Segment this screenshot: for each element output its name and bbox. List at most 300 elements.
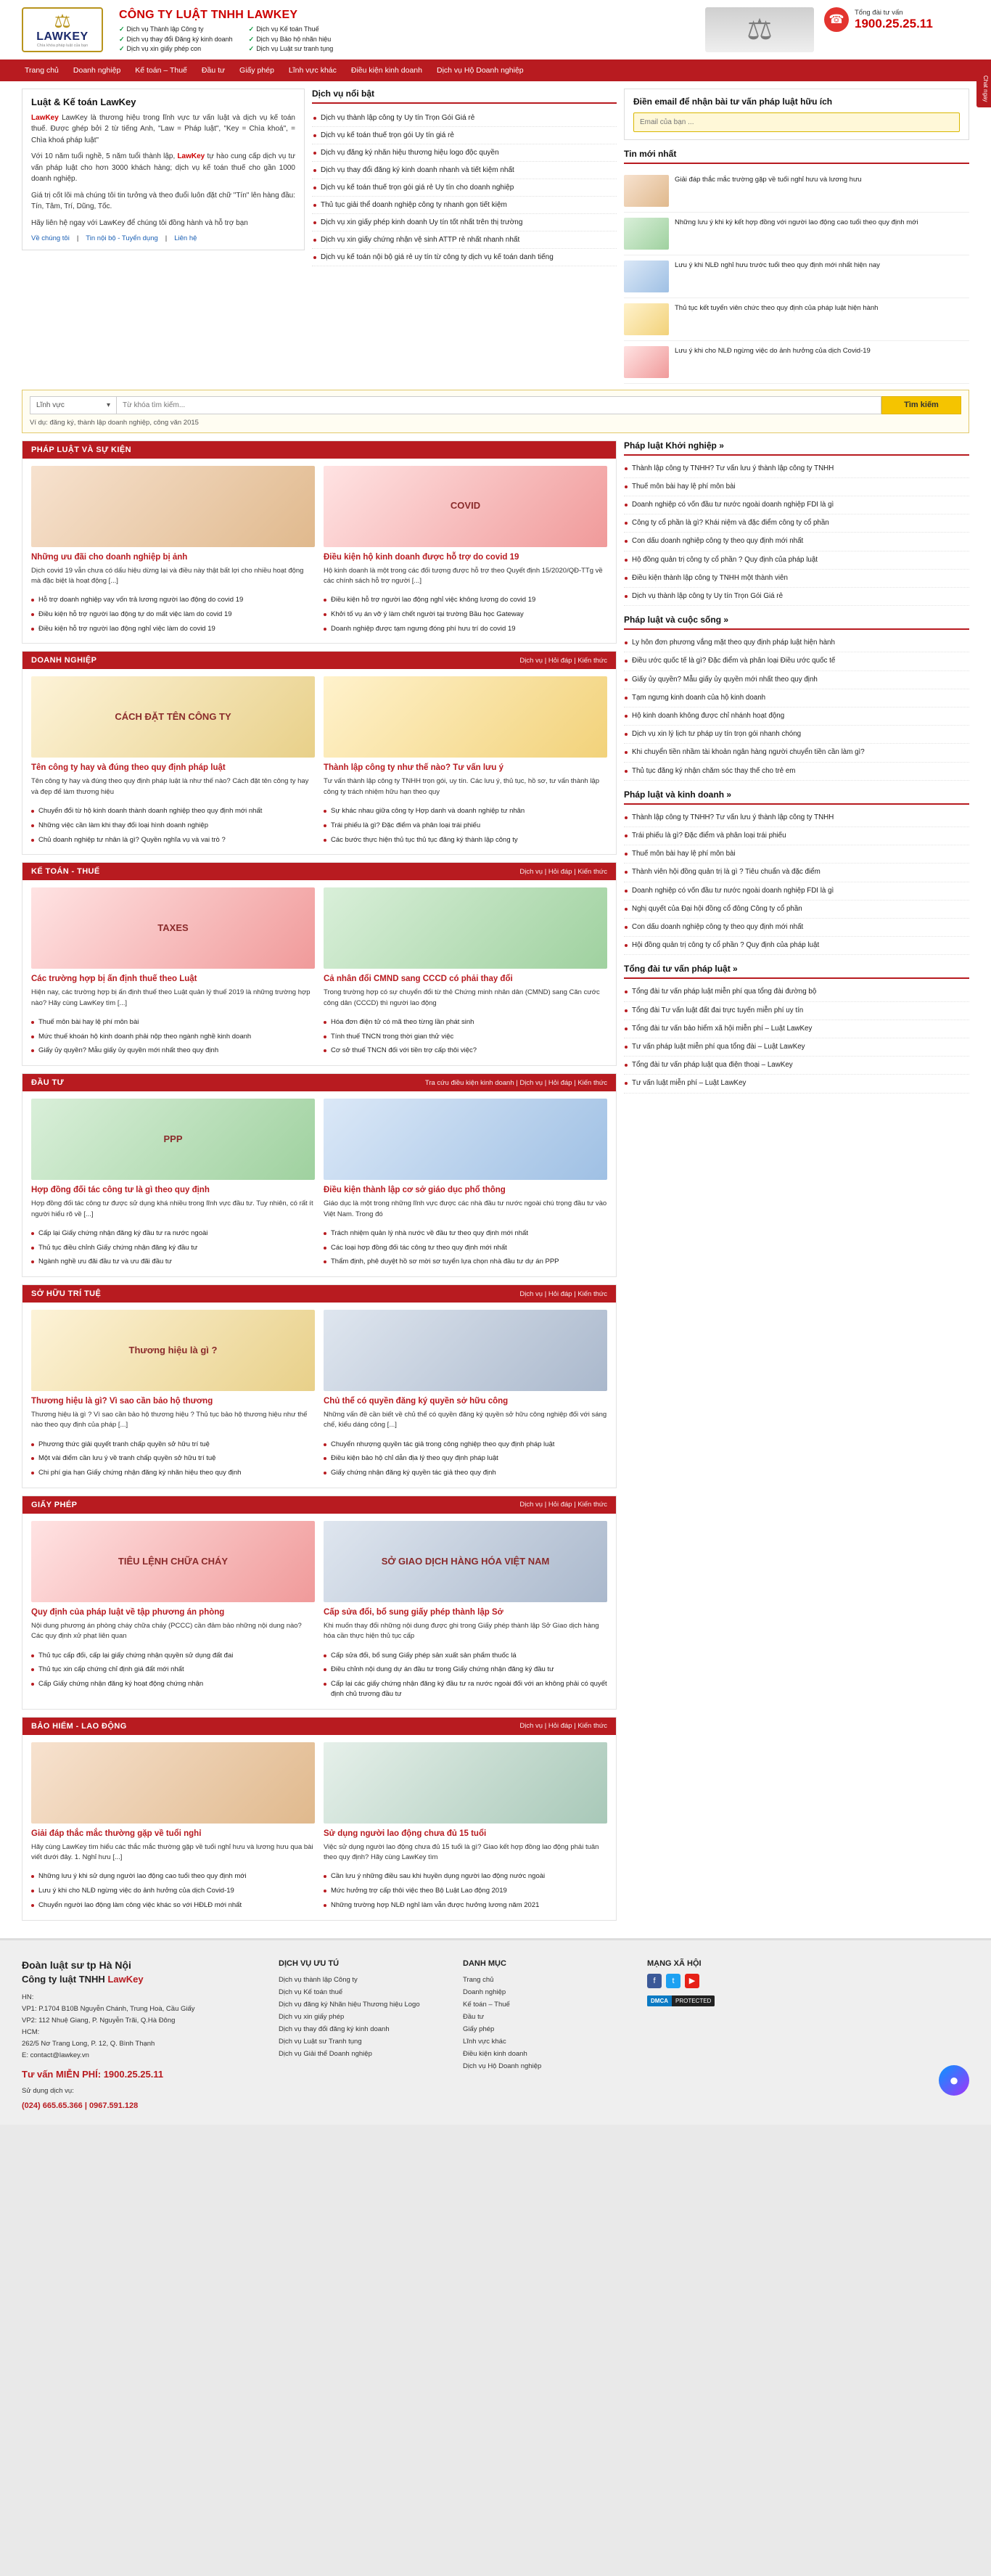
sidebar-section-tong-dai bbox=[624, 964, 969, 1093]
nav-item-ke-toan-thue[interactable]: Kế toán – Thuế bbox=[135, 65, 187, 75]
right-sidebar bbox=[624, 440, 969, 1102]
news-thumbnail bbox=[624, 218, 669, 250]
list-item[interactable]: Dịch vụ đăng ký Nhãn hiệu Thương hiệu Logo bbox=[279, 2000, 420, 2009]
list-item[interactable]: Điều kiện bảo hộ chỉ dẫn địa lý theo quy định pháp luật bbox=[324, 1451, 607, 1466]
article-title[interactable]: Thương hiệu là gì? Vì sao cần bảo hộ thương bbox=[31, 1397, 213, 1406]
category-list-right bbox=[324, 1437, 607, 1480]
article-card[interactable] bbox=[31, 466, 315, 587]
news-thumbnail bbox=[624, 303, 669, 335]
article-excerpt: Hộ kinh doanh là một trong các đối tượng được hỗ trợ theo Quyết định 15/2020/QĐ-TTg về các chính sách hỗ trợ người [...] bbox=[324, 566, 603, 585]
category-link-hoi-dap[interactable]: Hỏi đáp bbox=[548, 1078, 572, 1087]
category-header bbox=[22, 1074, 616, 1091]
header-service: Dịch vụ Luật sư tranh tụng bbox=[256, 45, 334, 52]
footer-email[interactable]: E: contact@lawkey.vn bbox=[22, 2051, 89, 2060]
article-image bbox=[31, 887, 315, 969]
search-input[interactable] bbox=[117, 396, 881, 414]
footer-org-title: Đoàn luật sư tp Hà Nội bbox=[22, 1958, 131, 1971]
intro-text: tự hào cung cấp dịch vụ tư vấn pháp luật cho hơn 3000 khách hàng; dịch vụ kế toán thuế cho gần 1000 doanh nghiệp. bbox=[31, 152, 295, 183]
content-area bbox=[0, 433, 991, 1928]
category-link-dich-vu[interactable]: Dịch vụ bbox=[519, 656, 543, 665]
search-category-select[interactable] bbox=[30, 396, 117, 414]
category-link-dich-vu[interactable]: Dịch vụ bbox=[519, 867, 543, 876]
list-item[interactable]: Dịch vụ Giải thể Doanh nghiệp bbox=[279, 2050, 372, 2059]
article-title[interactable]: Cấp sửa đổi, bổ sung giấy phép thành lập Sở bbox=[324, 1607, 503, 1617]
news-thumbnail bbox=[624, 261, 669, 292]
list-item[interactable]: Dịch vụ xin giấy phép kinh doanh Uy tín tốt nhất trên thị trường bbox=[312, 214, 617, 231]
nav-item-giay-phep[interactable]: Giấy phép bbox=[239, 65, 274, 75]
hotline-label: Tổng đài tư vấn bbox=[855, 8, 903, 17]
category-header bbox=[22, 1718, 616, 1735]
category-link-kien-thuc[interactable]: Kiến thức bbox=[577, 867, 607, 876]
list-item[interactable]: Điều chỉnh nội dung dự án đầu tư trong Giấy chứng nhận đăng ký đầu tư bbox=[324, 1662, 607, 1677]
list-item[interactable]: Một vài điểm cần lưu ý về tranh chấp quyền sở hữu trí tuệ bbox=[31, 1451, 315, 1466]
list-item[interactable]: Doanh nghiệp được tạm ngưng đóng phí hưu trí do covid 19 bbox=[324, 622, 607, 636]
category-title: BẢO HIỂM - LAO ĐỘNG bbox=[31, 1721, 127, 1731]
article-image bbox=[324, 1521, 607, 1602]
list-item[interactable]: Lưu ý khi cho NLĐ ngừng việc do ảnh hưởng của dịch Covid-19 bbox=[31, 1884, 315, 1898]
category-list-left bbox=[31, 1869, 315, 1912]
category-block-giay-phep bbox=[22, 1496, 617, 1710]
article-image bbox=[324, 676, 607, 758]
list-item[interactable]: Thành viên hội đồng quản trị là gì ? Tiêu chuẩn và đặc điểm bbox=[624, 864, 969, 882]
list-item[interactable]: Dịch vụ Hộ Doanh nghiệp bbox=[463, 2062, 542, 2071]
list-item[interactable]: Dịch vụ Kế toán thuế bbox=[279, 1988, 343, 1996]
category-title: DOANH NGHIỆP bbox=[31, 656, 97, 665]
chat-side-tab[interactable]: Chat ngay bbox=[976, 70, 991, 107]
footer-address: 262/5 Nơ Trang Long, P. 12, Q. Bình Thạnh bbox=[22, 2040, 155, 2048]
list-item[interactable]: Dịch vụ thay đổi đăng ký kinh doanh nhanh và tiết kiệm nhất bbox=[312, 162, 617, 179]
list-item[interactable]: Chi phí gia hạn Giấy chứng nhận đăng ký nhãn hiệu theo quy định bbox=[31, 1466, 315, 1480]
list-item[interactable]: Dịch vụ thành lập công ty Uy tín Trọn Gói Giá rẻ bbox=[624, 588, 969, 606]
article-image bbox=[324, 1742, 607, 1824]
list-item[interactable]: Giấy ủy quyền? Mẫu giấy ủy quyền mới nhất theo quy định bbox=[624, 671, 969, 689]
list-item[interactable]: Cấp Giấy chứng nhận đăng ký hoạt động chứng nhận bbox=[31, 1677, 315, 1691]
article-title[interactable]: Thành lập công ty như thế nào? Tư vấn lưu ý bbox=[324, 763, 503, 773]
link-internal-news[interactable]: Tin nội bộ - Tuyển dụng bbox=[86, 234, 158, 242]
nav-item-home[interactable]: Trang chủ bbox=[25, 65, 59, 75]
twitter-icon[interactable]: t bbox=[666, 1974, 680, 1988]
logo-mark bbox=[22, 7, 103, 52]
list-item[interactable]: Dịch vụ đăng ký nhãn hiệu thương hiệu logo độc quyền bbox=[312, 144, 617, 162]
list-item[interactable]: Dịch vụ kế toán thuế trọn gói Uy tín giá rẻ bbox=[312, 127, 617, 144]
category-title: SỞ HỮU TRÍ TUỆ bbox=[31, 1289, 102, 1299]
article-title[interactable]: Chủ thể có quyền đăng ký quyền sở hữu công bbox=[324, 1397, 509, 1406]
list-item[interactable]: Thủ tục cấp đổi, cấp lại giấy chứng nhận quyền sử dụng đất đai bbox=[31, 1649, 315, 1663]
check-icon: ✓ bbox=[119, 25, 125, 33]
header-services-col-1 bbox=[119, 25, 233, 55]
article-image bbox=[324, 1310, 607, 1391]
list-item[interactable]: Thuế môn bài hay lệ phí môn bài bbox=[624, 845, 969, 864]
list-item[interactable]: Ly hôn đơn phương vắng mặt theo quy định pháp luật hiện hành bbox=[624, 634, 969, 652]
list-item[interactable]: Thành lập công ty TNHH? Tư vấn lưu ý thành lập công ty TNHH bbox=[624, 460, 969, 478]
article-image bbox=[324, 466, 607, 547]
dmca-status: PROTECTED bbox=[672, 1995, 715, 2006]
news-thumbnail bbox=[624, 175, 669, 207]
divider: | bbox=[165, 234, 168, 242]
article-title[interactable]: Những ưu đãi cho doanh nghiệp bị ảnh bbox=[31, 552, 188, 562]
article-card[interactable] bbox=[324, 1521, 607, 1642]
list-item[interactable]: Công ty cổ phần là gì? Khái niệm và đặc điểm công ty cổ phần bbox=[624, 514, 969, 533]
list-item[interactable]: Điều ước quốc tế là gì? Đặc điểm và phân loại Điều ước quốc tế bbox=[624, 652, 969, 670]
list-item[interactable]: Hộ kinh doanh không được chỉ nhánh hoạt động bbox=[624, 707, 969, 726]
category-block-ke-toan-thue bbox=[22, 862, 617, 1066]
list-item[interactable] bbox=[624, 170, 969, 213]
list-item[interactable]: Con dấu doanh nghiệp công ty theo quy định mới nhất bbox=[624, 533, 969, 551]
article-image-caption: PPP bbox=[163, 1133, 183, 1145]
list-item[interactable]: Ngành nghề ưu đãi đầu tư và ưu đãi đầu tư bbox=[31, 1255, 315, 1269]
list-item[interactable]: Điều kiện hỗ trợ người lao động nghỉ việc làm do covid 19 bbox=[31, 622, 315, 636]
search-bar bbox=[22, 390, 969, 433]
check-icon: ✓ bbox=[248, 35, 255, 43]
list-item[interactable]: Tư vấn pháp luật miễn phí qua tổng đài – Luật LawKey bbox=[624, 1038, 969, 1057]
category-link-kien-thuc[interactable]: Kiến thức bbox=[577, 1289, 607, 1298]
intro-paragraph-1 bbox=[31, 112, 295, 147]
link-contact[interactable]: Liên hệ bbox=[174, 234, 197, 242]
category-header bbox=[22, 441, 616, 459]
list-item[interactable]: Khi chuyển tiền nhầm tài khoản ngân hàng người chuyển tiền cần làm gì? bbox=[624, 744, 969, 762]
sidebar-section-cuoc-song bbox=[624, 615, 969, 781]
list-item[interactable] bbox=[624, 298, 969, 341]
news-thumbnail bbox=[624, 346, 669, 378]
list-item[interactable] bbox=[624, 341, 969, 384]
category-list-left bbox=[31, 804, 315, 847]
brand-mention: LawKey bbox=[177, 152, 205, 160]
category-link-kien-thuc[interactable]: Kiến thức bbox=[577, 1722, 607, 1731]
site-footer bbox=[0, 1938, 991, 2125]
article-image bbox=[31, 1099, 315, 1180]
link-about-us[interactable]: Về chúng tôi bbox=[31, 234, 70, 242]
list-item[interactable]: Tổng đài tư vấn pháp luật qua điện thoại – LawKey bbox=[624, 1057, 969, 1075]
category-links[interactable]: Tra cứu điều kiện kinh doanh | Dịch vụ | Hỏi đáp | Kiến thức bbox=[424, 1078, 607, 1087]
category-list-right bbox=[324, 1226, 607, 1269]
category-links[interactable]: Dịch vụ | Hỏi đáp | Kiến thức bbox=[519, 1501, 607, 1509]
article-card[interactable] bbox=[31, 1310, 315, 1431]
footer-address: VP2: 112 Nhuệ Giang, P. Nguyễn Trãi, Q.Hà Đông bbox=[22, 2016, 176, 2025]
list-item[interactable]: Lĩnh vực khác bbox=[463, 2037, 506, 2046]
article-title[interactable]: Cả nhân đổi CMND sang CCCD có phải thay đổi bbox=[324, 975, 513, 984]
newsletter-title: Điền email để nhận bài tư vấn pháp luật hữu ích bbox=[633, 96, 833, 107]
category-links[interactable]: Dịch vụ | Hỏi đáp | Kiến thức bbox=[519, 867, 607, 876]
dmca-badge[interactable] bbox=[647, 1995, 715, 2006]
article-card[interactable] bbox=[324, 676, 607, 797]
list-item[interactable]: Chuyển nhượng quyền tác giả trong công nghiệp theo quy định pháp luật bbox=[324, 1437, 607, 1452]
category-links[interactable]: Dịch vụ | Hỏi đáp | Kiến thức bbox=[519, 1289, 607, 1298]
category-list-right bbox=[324, 804, 607, 847]
newsletter-box bbox=[624, 89, 969, 140]
category-link-dich-vu[interactable]: Dịch vụ bbox=[519, 1722, 543, 1731]
list-item[interactable]: Chủ doanh nghiệp tư nhân là gì? Quyền nghĩa vụ và vai trò ? bbox=[31, 833, 315, 848]
list-item[interactable]: Thuế môn bài hay lệ phí môn bài bbox=[624, 478, 969, 496]
list-item[interactable]: Phương thức giải quyết tranh chấp quyền sở hữu trí tuệ bbox=[31, 1437, 315, 1452]
brand-mention: LawKey bbox=[31, 113, 59, 122]
search-hint: Ví dụ: đăng ký, thành lập doanh nghiệp, công văn 2015 bbox=[30, 418, 199, 427]
nav-item-dieu-kien-kinh-doanh[interactable]: Điều kiện kinh doanh bbox=[350, 65, 422, 75]
sidebar-section-title: Pháp luật và cuộc sống » bbox=[624, 615, 969, 630]
article-card[interactable] bbox=[324, 466, 607, 587]
article-title[interactable]: Điều kiện thành lập cơ sở giáo dục phổ thông bbox=[324, 1186, 506, 1195]
list-item[interactable]: Cần lưu ý những điều sau khi huyền dụng người lao động nước ngoài bbox=[324, 1869, 607, 1884]
list-item[interactable]: Doanh nghiệp bbox=[463, 1988, 506, 1996]
list-item[interactable]: Điều kiện hỗ trợ người lao động nghỉ việc không lương do covid 19 bbox=[324, 593, 607, 607]
list-item[interactable]: Con dấu doanh nghiệp công ty theo quy định mới nhất bbox=[624, 919, 969, 937]
footer-column-title: MẠNG XÃ HỘI bbox=[647, 1958, 702, 1968]
category-list-right bbox=[324, 593, 607, 636]
list-item[interactable]: Chuyển đổi từ hộ kinh doanh thành doanh nghiệp theo quy định mới nhất bbox=[31, 804, 315, 819]
list-item[interactable]: Tư vấn luật miễn phí – Luật LawKey bbox=[624, 1075, 969, 1093]
list-item[interactable]: Sự khác nhau giữa công ty Hợp danh và doanh nghiệp tư nhân bbox=[324, 804, 607, 819]
hotline-block[interactable] bbox=[824, 7, 969, 32]
brand-block bbox=[119, 7, 333, 55]
hotline-number[interactable]: 1900.25.25.11 bbox=[855, 16, 933, 30]
article-excerpt: Tên công ty hay và đúng theo quy định pháp luật là như thế nào? Cách đặt tên công ty hay và đẹp để làm thương hiệu bbox=[31, 777, 309, 796]
category-link-dich-vu[interactable]: Dịch vụ bbox=[519, 1078, 543, 1087]
intro-text: LawKey là thương hiệu trong lĩnh vực tư vấn luật và dịch vụ kế toán thuế. Được ghép bởi 2 từ tiếng Anh, "Law = Pháp luật", "Key = Chìa khoá", bbox=[31, 113, 295, 133]
logo-tagline: Chìa khóa pháp luật của bạn bbox=[36, 44, 89, 48]
list-item[interactable]: Dịch vụ xin giấy chứng nhận vệ sinh ATTP rẻ nhất nhanh nhất bbox=[312, 231, 617, 249]
category-list-left bbox=[31, 1015, 315, 1058]
list-item[interactable]: Dịch vụ Luật sư Tranh tụng bbox=[279, 2037, 362, 2046]
list-item[interactable]: Dịch vụ thành lập công ty Uy tín Trọn Gói Giá rẻ bbox=[312, 110, 617, 127]
featured-services-column bbox=[312, 89, 617, 384]
article-image-caption: TIÊU LỆNH CHỮA CHÁY bbox=[118, 1555, 229, 1567]
header-services-col-2 bbox=[249, 25, 334, 55]
list-item[interactable]: Dịch vụ thành lập Công ty bbox=[279, 1975, 358, 1984]
article-image bbox=[31, 676, 315, 758]
article-image-caption: CÁCH ĐẶT TÊN CÔNG TY bbox=[115, 711, 231, 723]
article-card[interactable] bbox=[324, 887, 607, 1009]
list-item[interactable]: Trang chủ bbox=[463, 1975, 494, 1984]
header-service: Dịch vụ Kế toán Thuế bbox=[256, 25, 319, 33]
article-image bbox=[324, 1099, 607, 1180]
footer-free-consult-phone[interactable]: Tư vấn MIỄN PHÍ: 1900.25.25.11 bbox=[22, 2069, 164, 2080]
list-item[interactable]: Hội đồng quản trị công ty cổ phần ? Quy định của pháp luật bbox=[624, 937, 969, 955]
news-title: Lưu ý khi cho NLĐ ngừng việc do ảnh hưởng của dịch Covid-19 bbox=[675, 346, 871, 355]
header-banner-image bbox=[705, 7, 814, 52]
list-item[interactable]: Tạm ngưng kinh doanh của hộ kinh doanh bbox=[624, 689, 969, 707]
check-icon: ✓ bbox=[119, 45, 125, 52]
footer-company-name: Công ty luật TNHH bbox=[22, 1973, 108, 1985]
article-title[interactable]: Hợp đồng đối tác công tư là gì theo quy định bbox=[31, 1186, 210, 1195]
article-card[interactable] bbox=[324, 1310, 607, 1431]
footer-categories-column bbox=[463, 1959, 630, 2111]
latest-news-block bbox=[624, 149, 969, 384]
category-link-kien-thuc[interactable]: Kiến thức bbox=[577, 656, 607, 665]
list-item[interactable]: Cấp lại Giấy chứng nhận đăng ký đầu tư ra nước ngoài bbox=[31, 1226, 315, 1241]
header-service: Dịch vụ Thành lập Công ty bbox=[126, 25, 204, 33]
list-item[interactable]: Khởi tố vụ án vỡ ý làm chết người tại trường Bầu học Gateway bbox=[324, 607, 607, 622]
top-columns bbox=[0, 81, 991, 384]
category-link-kien-thuc[interactable]: Kiến thức bbox=[577, 1078, 607, 1087]
article-excerpt: Dịch covid 19 vẫn chưa có dấu hiệu dừng lại và điều này thật bất lợi cho nhiều hoạt động mà đặc biệt là hoạt động [...] bbox=[31, 566, 304, 585]
list-item[interactable]: Hóa đơn điện tử có mã theo từng lần phát sinh bbox=[324, 1015, 607, 1030]
category-links[interactable]: Dịch vụ | Hỏi đáp | Kiến thức bbox=[519, 656, 607, 665]
footer-service-label: Sử dụng dịch vụ: bbox=[22, 2087, 74, 2096]
check-icon: ✓ bbox=[248, 25, 255, 33]
featured-title: Dịch vụ nổi bật bbox=[312, 89, 617, 104]
article-card[interactable] bbox=[31, 887, 315, 1009]
list-item[interactable]: Doanh nghiệp có vốn đầu tư nước ngoài doanh nghiệp FDI là gì bbox=[624, 882, 969, 901]
divider: | bbox=[76, 234, 79, 242]
category-list-right bbox=[324, 1869, 607, 1912]
intro-paragraph-4: Hãy liên hệ ngay với LawKey để chúng tôi đồng hành và hỗ trợ bạn bbox=[31, 218, 248, 227]
category-link-hoi-dap[interactable]: Hỏi đáp bbox=[548, 867, 572, 876]
list-item[interactable]: Nghị quyết của Đại hội đồng cổ đông Công ty cổ phần bbox=[624, 901, 969, 919]
category-column bbox=[22, 440, 617, 1928]
article-title[interactable]: Tên công ty hay và đúng theo quy định pháp luật bbox=[31, 763, 226, 773]
footer-hcm-label: HCM: bbox=[22, 2027, 40, 2036]
list-item[interactable]: Doanh nghiệp có vốn đầu tư nước ngoài doanh nghiệp FDI là gì bbox=[624, 496, 969, 514]
list-item[interactable] bbox=[624, 255, 969, 298]
list-item[interactable]: Dịch vụ xin giấy phép bbox=[279, 2012, 345, 2021]
category-title: ĐẦU TƯ bbox=[31, 1078, 65, 1088]
list-item[interactable]: Hộ đồng quản trị công ty cổ phần ? Quy định của pháp luật bbox=[624, 551, 969, 570]
category-header bbox=[22, 1496, 616, 1514]
header-service: Dịch vụ xin giấy phép con bbox=[126, 45, 202, 52]
list-item[interactable]: Thủ tục giải thể doanh nghiệp công ty nhanh gọn tiết kiệm bbox=[312, 197, 617, 214]
article-title[interactable]: Các trường hợp bị ấn định thuế theo Luật bbox=[31, 975, 197, 984]
category-links[interactable]: Dịch vụ | Hỏi đáp | Kiến thức bbox=[519, 1722, 607, 1731]
list-item[interactable] bbox=[624, 213, 969, 255]
footer-social-column bbox=[647, 1959, 969, 2111]
list-item[interactable]: Cấp lại các giấy chứng nhận đăng ký đầu tư ra nước ngoài đối với an không phải có quyết định chủ trương đầu tư bbox=[324, 1677, 607, 1702]
youtube-icon[interactable]: ▶ bbox=[685, 1974, 699, 1988]
messenger-icon[interactable]: ● bbox=[939, 2065, 969, 2096]
list-item[interactable]: Giấy phép bbox=[463, 2025, 495, 2033]
list-item[interactable]: Dịch vụ thay đổi đăng ký kinh doanh bbox=[279, 2025, 390, 2033]
list-item[interactable]: Thành lập công ty TNHH? Tư vấn lưu ý thành lập công ty TNHH bbox=[624, 809, 969, 827]
article-title[interactable]: Giải đáp thắc mắc thường gặp về tuổi nghỉ bbox=[31, 1829, 202, 1838]
article-card[interactable] bbox=[31, 1742, 315, 1863]
list-item[interactable]: Thủ tục điều chỉnh Giấy chứng nhận đăng ký đầu tư bbox=[31, 1241, 315, 1255]
check-icon: ✓ bbox=[248, 45, 255, 52]
list-item[interactable]: Cơ sở thuế TNCN đối với tiền trợ cấp thôi việc? bbox=[324, 1043, 607, 1058]
list-item[interactable]: Tổng đài Tư vấn luật đất đai trực tuyến miễn phí uy tín bbox=[624, 1002, 969, 1020]
latest-news-title: Tin mới nhất bbox=[624, 149, 969, 164]
article-title[interactable]: Sử dụng người lao động chưa đủ 15 tuổi bbox=[324, 1829, 487, 1838]
article-card[interactable] bbox=[31, 676, 315, 797]
list-item[interactable]: Giấy ủy quyền? Mẫu giấy ủy quyền mới nhất theo quy định bbox=[31, 1043, 315, 1058]
header-service: Dịch vụ Bảo hộ nhãn hiệu bbox=[256, 35, 332, 43]
list-item[interactable]: Trái phiếu là gì? Đặc điểm và phân loại trái phiếu bbox=[624, 827, 969, 845]
article-image bbox=[324, 887, 607, 969]
list-item[interactable]: Mức hưởng trợ cấp thôi việc theo Bộ Luật Lao động 2019 bbox=[324, 1884, 607, 1898]
article-image bbox=[31, 466, 315, 547]
dmca-label: DMCA bbox=[647, 1995, 672, 2006]
nav-item-doanh-nghiep[interactable]: Doanh nghiệp bbox=[73, 65, 121, 75]
category-title: KẾ TOÁN - THUẾ bbox=[31, 867, 100, 877]
list-item[interactable]: Điều kiện hỗ trợ người lao động tự do mất việc làm do covid 19 bbox=[31, 607, 315, 622]
category-link-dich-vu[interactable]: Dịch vụ bbox=[519, 1501, 543, 1509]
list-item[interactable]: Hỗ trợ doanh nghiệp vay vốn trả lương người lao động do covid 19 bbox=[31, 593, 315, 607]
list-item[interactable]: Những việc cần làm khi thay đổi loại hình doanh nghiệp bbox=[31, 819, 315, 833]
article-card[interactable] bbox=[31, 1521, 315, 1642]
list-item[interactable]: Tổng đài tư vấn pháp luật miễn phí qua tổng đài đường bộ bbox=[624, 983, 969, 1001]
search-button[interactable]: Tìm kiếm bbox=[881, 396, 961, 414]
list-item[interactable]: Tính thuế TNCN trong thời gian thử việc bbox=[324, 1030, 607, 1044]
article-title[interactable]: Điều kiện hộ kinh doanh được hỗ trợ do covid 19 bbox=[324, 552, 519, 562]
footer-company bbox=[22, 1974, 261, 1985]
list-item[interactable]: Tổng đài tư vấn bảo hiểm xã hội miễn phí – Luật LawKey bbox=[624, 1020, 969, 1038]
list-item[interactable]: Thủ tục xin cấp chứng chỉ định giá đất mới nhất bbox=[31, 1662, 315, 1677]
list-item[interactable]: Dịch vụ kế toán thuế trọn gói giá rẻ Uy tín cho doanh nghiệp bbox=[312, 179, 617, 197]
list-item[interactable]: Các loại hợp đồng đối tác công tư theo quy định mới nhất bbox=[324, 1241, 607, 1255]
intro-column bbox=[22, 89, 305, 384]
footer-services-column bbox=[279, 1959, 445, 2111]
list-item[interactable]: Điều kiện thành lập công ty TNHH một thành viên bbox=[624, 570, 969, 588]
category-link-hoi-dap[interactable]: Hỏi đáp bbox=[548, 1289, 572, 1298]
category-link-dich-vu[interactable]: Dịch vụ bbox=[519, 1289, 543, 1298]
intro-paragraph-3: Giá trị cốt lõi mà chúng tôi tin tưởng và theo đuổi luôn đặt chữ "Tín" lên hàng đầu: Tín, Tâm, Trí, Dũng, Tốc. bbox=[31, 191, 295, 210]
sidebar-section-title: Pháp luật Khởi nghiệp » bbox=[624, 440, 969, 456]
main-navigation[interactable] bbox=[0, 60, 991, 81]
article-card[interactable] bbox=[31, 1099, 315, 1220]
list-item[interactable]: Giấy chứng nhận đăng ký quyền tác giả theo quy định bbox=[324, 1466, 607, 1480]
category-header bbox=[22, 1285, 616, 1303]
nav-item-dau-tu[interactable]: Đầu tư bbox=[201, 65, 226, 75]
list-item[interactable]: Thẩm định, phê duyệt hồ sơ mời sơ tuyển lựa chọn nhà đầu tư dự án PPP bbox=[324, 1255, 607, 1269]
sidebar-section-title: Tổng đài tư vấn pháp luật » bbox=[624, 964, 969, 979]
newsletter-email-input[interactable] bbox=[633, 112, 960, 132]
category-list-left bbox=[31, 1437, 315, 1480]
list-item[interactable]: Thủ tục đăng ký nhận chăm sóc thay thế cho trẻ em bbox=[624, 763, 969, 781]
list-item[interactable]: Các bước thực hiện thủ tục thủ tục đăng ký thành lập công ty bbox=[324, 833, 607, 848]
logo[interactable] bbox=[22, 7, 109, 52]
sidebar-section-khoi-nghiep bbox=[624, 440, 969, 607]
list-item[interactable]: Đầu tư bbox=[463, 2012, 485, 2021]
article-card[interactable] bbox=[324, 1742, 607, 1863]
list-item[interactable]: Những trường hợp NLĐ nghỉ làm vẫn được hưởng lương năm 2021 bbox=[324, 1898, 607, 1913]
nav-item-dich-vu-ho-doanh-nghiep[interactable]: Dịch vụ Hộ Doanh nghiệp bbox=[436, 65, 524, 75]
facebook-icon[interactable]: f bbox=[647, 1974, 662, 1988]
list-item[interactable]: Trái phiếu là gì? Đặc điểm và phân loại trái phiếu bbox=[324, 819, 607, 833]
category-link-hoi-dap[interactable]: Hỏi đáp bbox=[548, 1501, 572, 1509]
category-link-kien-thuc[interactable]: Kiến thức bbox=[577, 1501, 607, 1509]
article-title[interactable]: Quy định của pháp luật về tập phương án phòng bbox=[31, 1607, 225, 1617]
company-title: CÔNG TY LUẬT TNHH LAWKEY bbox=[119, 9, 298, 21]
article-image bbox=[31, 1521, 315, 1602]
article-excerpt: Việc sử dụng người lao động chưa đủ 15 tuổi là gì? Giao kết hợp đồng lao động phải tuân theo quy định? Hãy cùng LawKey tìm bbox=[324, 1842, 599, 1861]
list-item[interactable]: Điều kiện kinh doanh bbox=[463, 2050, 527, 2059]
category-title: GIẤY PHÉP bbox=[31, 1500, 78, 1509]
article-image-caption: Thương hiệu là gì ? bbox=[128, 1344, 218, 1355]
phone-icon: ☎ bbox=[824, 7, 849, 32]
footer-company-brand: LawKey bbox=[107, 1973, 144, 1985]
sidebar-section-title: Pháp luật và kinh doanh » bbox=[624, 789, 969, 805]
list-item[interactable]: Những lưu ý khi sử dụng người lao động cao tuổi theo quy định mới bbox=[31, 1869, 315, 1884]
category-link-hoi-dap[interactable]: Hỏi đáp bbox=[548, 1722, 572, 1731]
article-image bbox=[31, 1742, 315, 1824]
article-excerpt: Những vấn đề cần biết về chủ thể có quyền đăng ký quyền sở hữu công nghiệp đối với sáng chế, kiểu dáng công [...] bbox=[324, 1411, 607, 1429]
list-item[interactable]: Dịch vụ xin lý lịch tư pháp uy tín trọn gói nhanh chóng bbox=[624, 726, 969, 744]
category-block-doanh-nghiep bbox=[22, 651, 617, 855]
list-item[interactable]: Mức thuế khoán hộ kinh doanh phải nộp theo ngành nghề kinh doanh bbox=[31, 1030, 315, 1044]
category-list-right bbox=[324, 1649, 607, 1702]
list-item[interactable]: Trách nhiệm quản lý nhà nước về đầu tư theo quy định mới nhất bbox=[324, 1226, 607, 1241]
category-link-tra-cuu[interactable]: Tra cứu điều kiện kinh doanh bbox=[424, 1078, 514, 1087]
nav-item-linh-vuc-khac[interactable]: Lĩnh vực khác bbox=[288, 65, 337, 75]
category-link-hoi-dap[interactable]: Hỏi đáp bbox=[548, 656, 572, 665]
list-item[interactable]: Thuế môn bài hay lệ phí môn bài bbox=[31, 1015, 315, 1030]
footer-service-phone[interactable]: (024) 665.65.366 | 0967.591.128 bbox=[22, 2101, 139, 2111]
list-item[interactable]: Cấp sửa đổi, bổ sung Giấy phép sản xuất sản phẩm thuốc lá bbox=[324, 1649, 607, 1663]
footer-company-column bbox=[22, 1959, 261, 2111]
article-card[interactable] bbox=[324, 1099, 607, 1220]
article-image-caption: TAXES bbox=[157, 922, 189, 934]
article-image-caption: COVID bbox=[450, 500, 481, 512]
list-item[interactable]: Dịch vụ kế toán nội bộ giá rẻ uy tín từ công ty dịch vụ kế toán danh tiếng bbox=[312, 249, 617, 266]
list-item[interactable]: Chuyển người lao động làm công việc khác so với HĐLĐ mới nhất bbox=[31, 1898, 315, 1913]
list-item[interactable]: Kế toán – Thuế bbox=[463, 2000, 510, 2009]
